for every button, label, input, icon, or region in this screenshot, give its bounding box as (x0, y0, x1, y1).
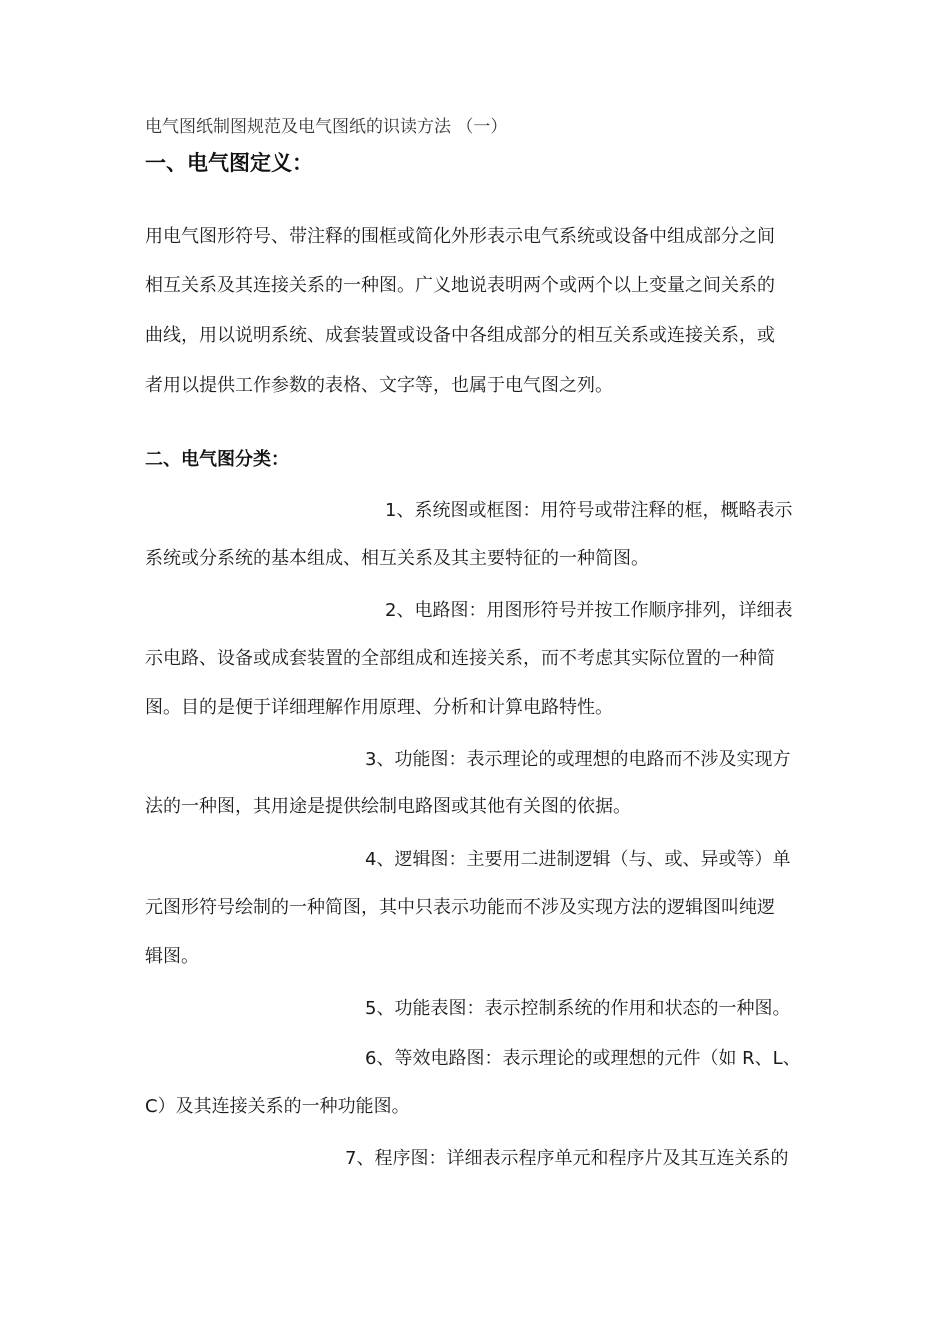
classification-item-2-line: 2、电路图：用图形符号并按工作顺序排列，详细表 (385, 600, 793, 621)
classification-item-2-line: 图。目的是便于详细理解作用原理、分析和计算电路特性。 (145, 697, 613, 718)
section-heading-classification: 二、电气图分类： (145, 449, 289, 470)
classification-item-5-line: 5、功能表图：表示控制系统的作用和状态的一种图。 (365, 998, 791, 1019)
classification-item-1-line: 1、系统图或框图：用符号或带注释的框，概略表示 (385, 500, 793, 521)
definition-line: 曲线，用以说明系统、成套装置或设备中各组成部分的相互关系或连接关系，或 (145, 325, 775, 346)
classification-item-3-line: 3、功能图：表示理论的或理想的电路而不涉及实现方 (365, 749, 791, 770)
classification-item-1-line: 系统或分系统的基本组成、相互关系及其主要特征的一种简图。 (145, 548, 649, 569)
classification-item-4-line: 辑图。 (145, 946, 199, 967)
classification-item-2-line: 示电路、设备或成套装置的全部组成和连接关系，而不考虑其实际位置的一种简 (145, 648, 775, 669)
definition-line: 相互关系及其连接关系的一种图。广义地说表明两个或两个以上变量之间关系的 (145, 275, 775, 296)
classification-item-4-line: 元图形符号绘制的一种简图，其中只表示功能而不涉及实现方法的逻辑图叫纯逻 (145, 897, 775, 918)
classification-item-4-line: 4、逻辑图：主要用二进制逻辑（与、或、异或等）单 (365, 849, 791, 870)
section-heading-definition: 一、电气图定义： (145, 151, 313, 175)
definition-line: 者用以提供工作参数的表格、文字等，也属于电气图之列。 (145, 375, 613, 396)
classification-item-7-line: 7、程序图：详细表示程序单元和程序片及其互连关系的 (345, 1148, 789, 1169)
definition-line: 用电气图形符号、带注释的围框或简化外形表示电气系统或设备中组成部分之间 (145, 226, 775, 247)
document-title: 电气图纸制图规范及电气图纸的识读方法 （一） (145, 117, 508, 137)
classification-item-6-line: C）及其连接关系的一种功能图。 (145, 1096, 410, 1117)
classification-item-6-line: 6、等效电路图：表示理论的或理想的元件（如 R、L、 (365, 1048, 801, 1069)
classification-item-3-line: 法的一种图，其用途是提供绘制电路图或其他有关图的依据。 (145, 796, 631, 817)
